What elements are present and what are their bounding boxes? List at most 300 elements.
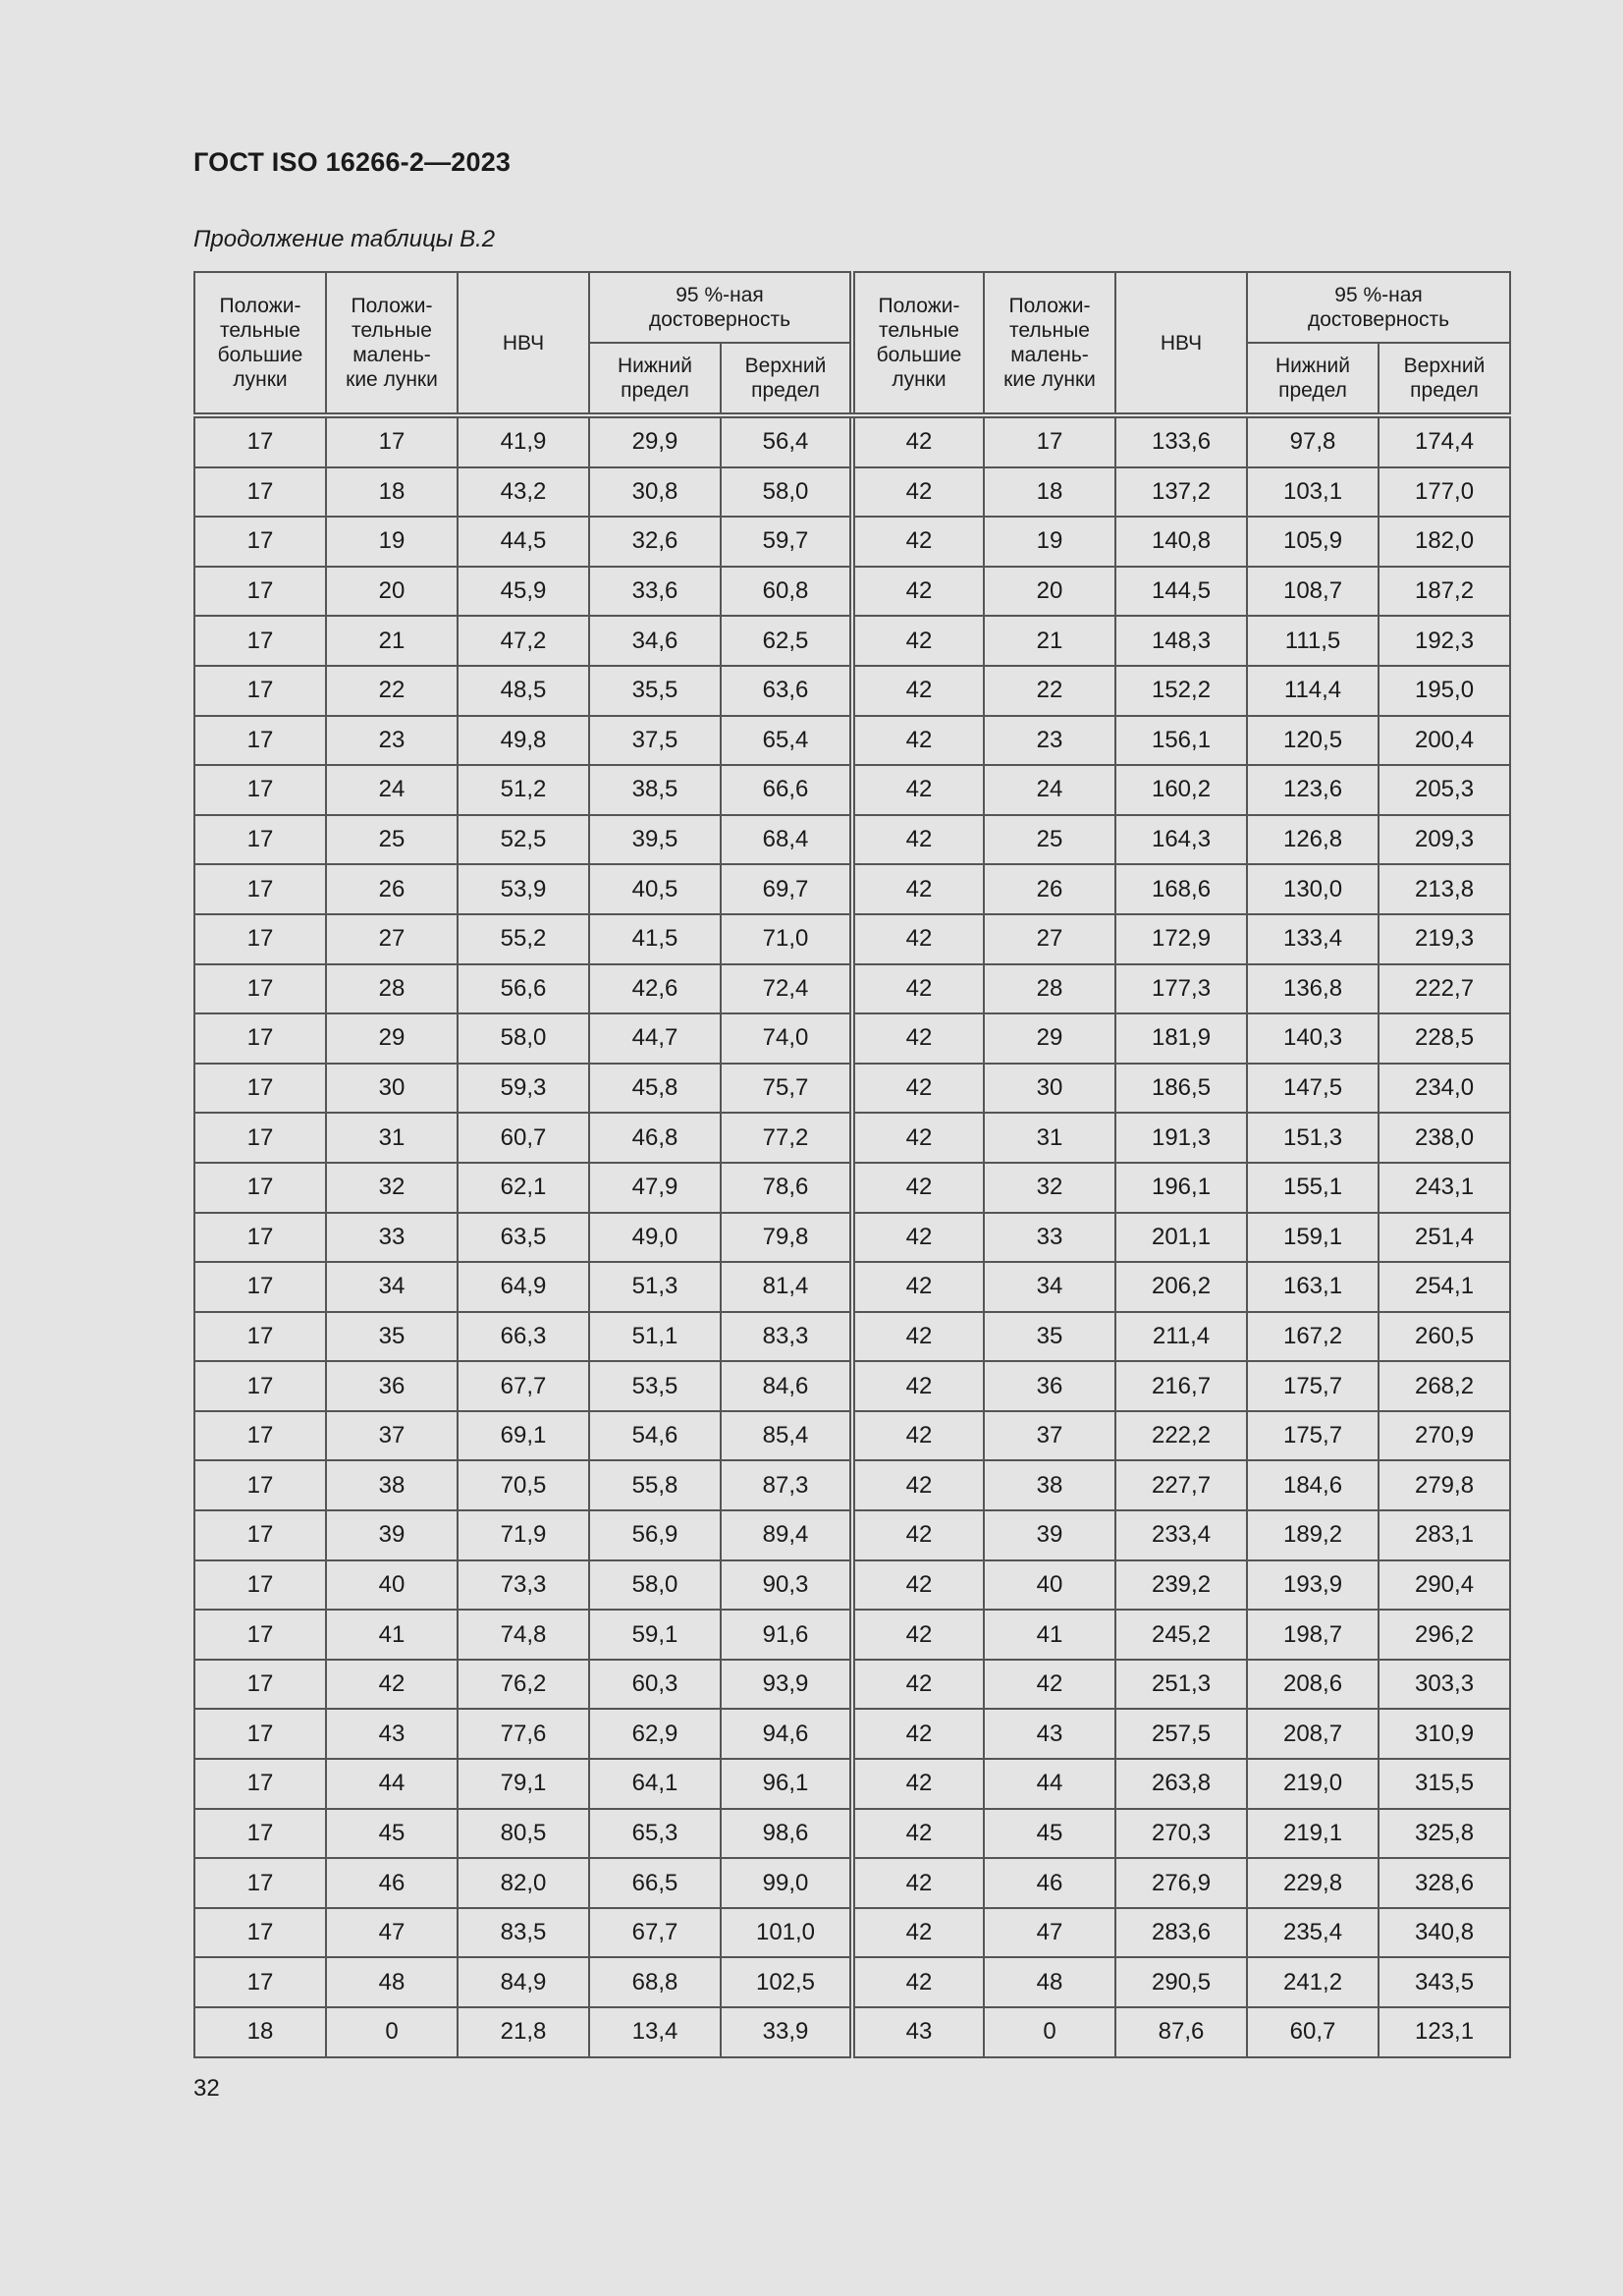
table-cell: 257,5 — [1115, 1709, 1247, 1759]
header-text: Верхний предел — [744, 355, 827, 402]
table-cell: 49,0 — [589, 1213, 721, 1263]
table-row — [194, 1560, 1510, 1611]
table-cell: 64,9 — [458, 1262, 589, 1312]
table-cell: 67,7 — [458, 1361, 589, 1411]
table-cell: 296,2 — [1379, 1610, 1510, 1660]
table-cell: 205,3 — [1379, 765, 1510, 815]
table-cell: 17 — [194, 1064, 326, 1114]
table-cell: 222,2 — [1115, 1411, 1247, 1461]
table-cell: 51,1 — [589, 1312, 721, 1362]
table-cell: 187,2 — [1379, 567, 1510, 617]
table-cell: 219,3 — [1379, 914, 1510, 964]
table-cell: 222,7 — [1379, 964, 1510, 1014]
table-cell: 65,3 — [589, 1809, 721, 1859]
table-cell: 17 — [194, 716, 326, 766]
header-text: 95 %-ная достоверность — [1307, 284, 1450, 331]
table-cell: 42 — [852, 815, 984, 865]
table-cell: 46,8 — [589, 1113, 721, 1163]
table-cell: 45,9 — [458, 567, 589, 617]
table-cell: 90,3 — [721, 1560, 852, 1611]
table-cell: 62,5 — [721, 616, 852, 666]
table-cell: 310,9 — [1379, 1709, 1510, 1759]
table-cell: 227,7 — [1115, 1460, 1247, 1510]
table-row — [194, 1510, 1510, 1560]
table-cell: 66,5 — [589, 1858, 721, 1908]
table-cell: 42 — [852, 1610, 984, 1660]
table-cell: 40 — [326, 1560, 458, 1611]
table-cell: 81,4 — [721, 1262, 852, 1312]
table-cell: 268,2 — [1379, 1361, 1510, 1411]
table-cell: 47,2 — [458, 616, 589, 666]
table-cell: 133,4 — [1247, 914, 1379, 964]
table-cell: 193,9 — [1247, 1560, 1379, 1611]
table-cell: 75,7 — [721, 1064, 852, 1114]
table-cell: 49,8 — [458, 716, 589, 766]
table-cell: 42 — [852, 914, 984, 964]
table-cell: 39 — [326, 1510, 458, 1560]
table-cell: 276,9 — [1115, 1858, 1247, 1908]
table-cell: 42 — [852, 1957, 984, 2007]
table-cell: 68,4 — [721, 815, 852, 865]
table-cell: 60,3 — [589, 1660, 721, 1710]
table-cell: 96,1 — [721, 1759, 852, 1809]
table-cell: 219,0 — [1247, 1759, 1379, 1809]
table-cell: 148,3 — [1115, 616, 1247, 666]
table-cell: 103,1 — [1247, 467, 1379, 518]
table-cell: 17 — [194, 765, 326, 815]
header-small-wells — [326, 272, 458, 415]
table-cell: 234,0 — [1379, 1064, 1510, 1114]
table-cell: 83,3 — [721, 1312, 852, 1362]
table-cell: 102,5 — [721, 1957, 852, 2007]
table-cell: 42 — [852, 666, 984, 716]
header-text: НВЧ — [502, 331, 545, 355]
table-cell: 123,6 — [1247, 765, 1379, 815]
table-cell: 31 — [984, 1113, 1115, 1163]
table-cell: 136,8 — [1247, 964, 1379, 1014]
table-cell: 56,6 — [458, 964, 589, 1014]
table-row — [194, 567, 1510, 617]
table-cell: 80,5 — [458, 1809, 589, 1859]
table-cell: 211,4 — [1115, 1312, 1247, 1362]
table-cell: 42 — [852, 1709, 984, 1759]
table-cell: 42 — [852, 864, 984, 914]
table-cell: 24 — [984, 765, 1115, 815]
table-cell: 41 — [984, 1610, 1115, 1660]
table-cell: 111,5 — [1247, 616, 1379, 666]
table-cell: 22 — [326, 666, 458, 716]
table-cell: 32,6 — [589, 517, 721, 567]
header-large-wells — [852, 272, 984, 415]
header-upper-limit — [1379, 343, 1510, 415]
table-cell: 20 — [984, 567, 1115, 617]
header-text: Положи- тельные малень- кие лунки — [346, 295, 438, 391]
table-cell: 270,9 — [1379, 1411, 1510, 1461]
table-cell: 40 — [984, 1560, 1115, 1611]
table-cell: 34,6 — [589, 616, 721, 666]
table-cell: 213,8 — [1379, 864, 1510, 914]
table-cell: 37 — [984, 1411, 1115, 1461]
table-cell: 216,7 — [1115, 1361, 1247, 1411]
table-cell: 42 — [852, 1163, 984, 1213]
table-cell: 97,8 — [1247, 415, 1379, 467]
table-cell: 42 — [852, 1064, 984, 1114]
header-text: НВЧ — [1160, 331, 1203, 355]
table-cell: 65,4 — [721, 716, 852, 766]
table-cell: 58,0 — [458, 1013, 589, 1064]
table-cell: 42 — [852, 517, 984, 567]
table-cell: 17 — [194, 1013, 326, 1064]
table-cell: 251,4 — [1379, 1213, 1510, 1263]
table-cell: 48,5 — [458, 666, 589, 716]
table-row — [194, 616, 1510, 666]
table-cell: 17 — [194, 1113, 326, 1163]
table-cell: 58,0 — [589, 1560, 721, 1611]
table-cell: 303,3 — [1379, 1660, 1510, 1710]
table-cell: 123,1 — [1379, 2007, 1510, 2057]
table-cell: 172,9 — [1115, 914, 1247, 964]
header-mpn — [1115, 272, 1247, 415]
table-cell: 164,3 — [1115, 815, 1247, 865]
table-cell: 17 — [194, 1312, 326, 1362]
table-cell: 17 — [194, 1660, 326, 1710]
table-cell: 208,7 — [1247, 1709, 1379, 1759]
table-cell: 151,3 — [1247, 1113, 1379, 1163]
table-cell: 37,5 — [589, 716, 721, 766]
table-cell: 19 — [984, 517, 1115, 567]
header-text: Положи- тельные большие лунки — [217, 295, 303, 391]
table-cell: 235,4 — [1247, 1908, 1379, 1958]
table-cell: 260,5 — [1379, 1312, 1510, 1362]
table-cell: 17 — [194, 1809, 326, 1859]
table-cell: 42 — [852, 1858, 984, 1908]
table-cell: 13,4 — [589, 2007, 721, 2057]
table-cell: 241,2 — [1247, 1957, 1379, 2007]
table-cell: 147,5 — [1247, 1064, 1379, 1114]
table-cell: 21 — [326, 616, 458, 666]
table-cell: 55,2 — [458, 914, 589, 964]
table-cell: 42 — [326, 1660, 458, 1710]
table-cell: 17 — [984, 415, 1115, 467]
table-cell: 17 — [194, 1709, 326, 1759]
table-row — [194, 1957, 1510, 2007]
table-cell: 325,8 — [1379, 1809, 1510, 1859]
table-cell: 152,2 — [1115, 666, 1247, 716]
table-cell: 239,2 — [1115, 1560, 1247, 1611]
table-cell: 17 — [194, 864, 326, 914]
table-cell: 42 — [852, 567, 984, 617]
table-cell: 55,8 — [589, 1460, 721, 1510]
table-cell: 84,9 — [458, 1957, 589, 2007]
table-cell: 177,3 — [1115, 964, 1247, 1014]
table-row — [194, 1610, 1510, 1660]
table-cell: 130,0 — [1247, 864, 1379, 914]
table-cell: 21 — [984, 616, 1115, 666]
table-cell: 43,2 — [458, 467, 589, 518]
table-cell: 198,7 — [1247, 1610, 1379, 1660]
table-row — [194, 1460, 1510, 1510]
table-cell: 290,4 — [1379, 1560, 1510, 1611]
table-cell: 39 — [984, 1510, 1115, 1560]
table-cell: 17 — [194, 1460, 326, 1510]
table-cell: 101,0 — [721, 1908, 852, 1958]
table-cell: 17 — [194, 1163, 326, 1213]
table-cell: 17 — [194, 467, 326, 518]
table-cell: 69,7 — [721, 864, 852, 914]
header-confidence — [1247, 272, 1510, 343]
table-cell: 87,3 — [721, 1460, 852, 1510]
table-cell: 46 — [326, 1858, 458, 1908]
table-cell: 38,5 — [589, 765, 721, 815]
table-row — [194, 1163, 1510, 1213]
table-row — [194, 815, 1510, 865]
table-cell: 82,0 — [458, 1858, 589, 1908]
table-cell: 37 — [326, 1411, 458, 1461]
table-cell: 73,3 — [458, 1560, 589, 1611]
table-cell: 31 — [326, 1113, 458, 1163]
table-cell: 245,2 — [1115, 1610, 1247, 1660]
table-cell: 52,5 — [458, 815, 589, 865]
table-cell: 290,5 — [1115, 1957, 1247, 2007]
table-cell: 17 — [194, 415, 326, 467]
table-cell: 163,1 — [1247, 1262, 1379, 1312]
table-row — [194, 1660, 1510, 1710]
table-cell: 56,9 — [589, 1510, 721, 1560]
table-row — [194, 1709, 1510, 1759]
table-cell: 35 — [326, 1312, 458, 1362]
table-cell: 17 — [194, 1560, 326, 1611]
table-cell: 77,6 — [458, 1709, 589, 1759]
table-cell: 17 — [194, 1759, 326, 1809]
table-cell: 17 — [194, 1262, 326, 1312]
table-cell: 60,7 — [458, 1113, 589, 1163]
table-row — [194, 914, 1510, 964]
table-cell: 99,0 — [721, 1858, 852, 1908]
table-cell: 62,1 — [458, 1163, 589, 1213]
table-cell: 66,6 — [721, 765, 852, 815]
table-cell: 184,6 — [1247, 1460, 1379, 1510]
table-cell: 19 — [326, 517, 458, 567]
table-cell: 283,1 — [1379, 1510, 1510, 1560]
table-cell: 59,1 — [589, 1610, 721, 1660]
table-cell: 108,7 — [1247, 567, 1379, 617]
table-row — [194, 1858, 1510, 1908]
table-cell: 33 — [984, 1213, 1115, 1263]
table-cell: 26 — [326, 864, 458, 914]
table-cell: 17 — [194, 1411, 326, 1461]
table-cell: 270,3 — [1115, 1809, 1247, 1859]
table-cell: 105,9 — [1247, 517, 1379, 567]
table-cell: 42 — [852, 1213, 984, 1263]
table-cell: 44,7 — [589, 1013, 721, 1064]
table-cell: 98,6 — [721, 1809, 852, 1859]
table-cell: 36 — [326, 1361, 458, 1411]
table-cell: 39,5 — [589, 815, 721, 865]
table-cell: 56,4 — [721, 415, 852, 467]
table-cell: 63,5 — [458, 1213, 589, 1263]
table-cell: 34 — [326, 1262, 458, 1312]
table-cell: 83,5 — [458, 1908, 589, 1958]
table-row — [194, 2007, 1510, 2057]
table-cell: 315,5 — [1379, 1759, 1510, 1809]
table-cell: 140,8 — [1115, 517, 1247, 567]
table-cell: 17 — [194, 1361, 326, 1411]
table-cell: 59,3 — [458, 1064, 589, 1114]
table-cell: 47 — [984, 1908, 1115, 1958]
table-cell: 340,8 — [1379, 1908, 1510, 1958]
table-row — [194, 1361, 1510, 1411]
table-cell: 34 — [984, 1262, 1115, 1312]
table-cell: 33 — [326, 1213, 458, 1263]
table-cell: 33,6 — [589, 567, 721, 617]
table-cell: 42 — [852, 1113, 984, 1163]
table-cell: 18 — [984, 467, 1115, 518]
table-cell: 42 — [852, 1560, 984, 1611]
table-cell: 126,8 — [1247, 815, 1379, 865]
table-cell: 44 — [984, 1759, 1115, 1809]
header-text: Положи- тельные большие лунки — [876, 295, 962, 391]
table-cell: 51,2 — [458, 765, 589, 815]
table-row — [194, 517, 1510, 567]
table-cell: 29 — [326, 1013, 458, 1064]
table-cell: 283,6 — [1115, 1908, 1247, 1958]
table-cell: 17 — [194, 616, 326, 666]
table-cell: 38 — [326, 1460, 458, 1510]
table-cell: 38 — [984, 1460, 1115, 1510]
table-cell: 175,7 — [1247, 1361, 1379, 1411]
table-cell: 206,2 — [1115, 1262, 1247, 1312]
table-cell: 251,3 — [1115, 1660, 1247, 1710]
table-cell: 71,0 — [721, 914, 852, 964]
table-cell: 30 — [326, 1064, 458, 1114]
table-cell: 79,1 — [458, 1759, 589, 1809]
table-row — [194, 415, 1510, 467]
table-cell: 182,0 — [1379, 517, 1510, 567]
table-row — [194, 864, 1510, 914]
table-cell: 59,7 — [721, 517, 852, 567]
table-cell: 328,6 — [1379, 1858, 1510, 1908]
table-cell: 42 — [852, 765, 984, 815]
table-cell: 43 — [326, 1709, 458, 1759]
table-cell: 114,4 — [1247, 666, 1379, 716]
table-cell: 53,9 — [458, 864, 589, 914]
table-cell: 44 — [326, 1759, 458, 1809]
table-cell: 18 — [326, 467, 458, 518]
table-cell: 42 — [852, 1460, 984, 1510]
table-cell: 17 — [194, 517, 326, 567]
table-cell: 42 — [984, 1660, 1115, 1710]
table-cell: 25 — [984, 815, 1115, 865]
table-cell: 60,8 — [721, 567, 852, 617]
table-cell: 29 — [984, 1013, 1115, 1064]
table-cell: 21,8 — [458, 2007, 589, 2057]
table-cell: 45,8 — [589, 1064, 721, 1114]
table-cell: 209,3 — [1379, 815, 1510, 865]
table-cell: 133,6 — [1115, 415, 1247, 467]
table-cell: 17 — [194, 914, 326, 964]
table-cell: 67,7 — [589, 1908, 721, 1958]
table-cell: 42 — [852, 1908, 984, 1958]
table-cell: 24 — [326, 765, 458, 815]
table-row — [194, 1213, 1510, 1263]
table-cell: 17 — [194, 1213, 326, 1263]
table-caption: Продолжение таблицы В.2 — [193, 226, 496, 252]
table-cell: 72,4 — [721, 964, 852, 1014]
table-cell: 144,5 — [1115, 567, 1247, 617]
table-cell: 42 — [852, 1013, 984, 1064]
table-cell: 42 — [852, 616, 984, 666]
table-cell: 160,2 — [1115, 765, 1247, 815]
table-cell: 47,9 — [589, 1163, 721, 1213]
table-cell: 28 — [984, 964, 1115, 1014]
table-cell: 78,6 — [721, 1163, 852, 1213]
header-text: Нижний предел — [1275, 355, 1351, 402]
table-cell: 25 — [326, 815, 458, 865]
table-cell: 175,7 — [1247, 1411, 1379, 1461]
table-row — [194, 1013, 1510, 1064]
header-text: 95 %-ная достоверность — [648, 284, 791, 331]
table-cell: 181,9 — [1115, 1013, 1247, 1064]
table-cell: 120,5 — [1247, 716, 1379, 766]
table-cell: 186,5 — [1115, 1064, 1247, 1114]
header-text: Верхний предел — [1403, 355, 1486, 402]
table-cell: 32 — [984, 1163, 1115, 1213]
table-cell: 254,1 — [1379, 1262, 1510, 1312]
table-cell: 33,9 — [721, 2007, 852, 2057]
table-row — [194, 964, 1510, 1014]
table-cell: 30 — [984, 1064, 1115, 1114]
table-row — [194, 1759, 1510, 1809]
table-cell: 26 — [984, 864, 1115, 914]
table-cell: 42 — [852, 1510, 984, 1560]
table-cell: 43 — [984, 1709, 1115, 1759]
table-cell: 93,9 — [721, 1660, 852, 1710]
table-cell: 155,1 — [1247, 1163, 1379, 1213]
table-cell: 91,6 — [721, 1610, 852, 1660]
table-cell: 46 — [984, 1858, 1115, 1908]
table-cell: 200,4 — [1379, 716, 1510, 766]
table-cell: 94,6 — [721, 1709, 852, 1759]
table-cell: 42 — [852, 964, 984, 1014]
header-lower-limit — [1247, 343, 1379, 415]
table-cell: 62,9 — [589, 1709, 721, 1759]
table-cell: 17 — [194, 815, 326, 865]
table-row — [194, 467, 1510, 518]
table-cell: 48 — [326, 1957, 458, 2007]
table-cell: 167,2 — [1247, 1312, 1379, 1362]
table-cell: 42,6 — [589, 964, 721, 1014]
table-cell: 85,4 — [721, 1411, 852, 1461]
table-cell: 48 — [984, 1957, 1115, 2007]
table-cell: 42 — [852, 467, 984, 518]
table-cell: 42 — [852, 1759, 984, 1809]
table-row — [194, 1064, 1510, 1114]
table-cell: 17 — [326, 415, 458, 467]
table-cell: 17 — [194, 567, 326, 617]
table-cell: 42 — [852, 1411, 984, 1461]
table-cell: 41,5 — [589, 914, 721, 964]
table-cell: 41 — [326, 1610, 458, 1660]
table-cell: 32 — [326, 1163, 458, 1213]
table-row — [194, 765, 1510, 815]
header-text: Положи- тельные малень- кие лунки — [1003, 295, 1096, 391]
table-cell: 17 — [194, 1610, 326, 1660]
table-cell: 42 — [852, 1312, 984, 1362]
table-cell: 71,9 — [458, 1510, 589, 1560]
table-cell: 18 — [194, 2007, 326, 2057]
table-cell: 23 — [984, 716, 1115, 766]
table-cell: 195,0 — [1379, 666, 1510, 716]
